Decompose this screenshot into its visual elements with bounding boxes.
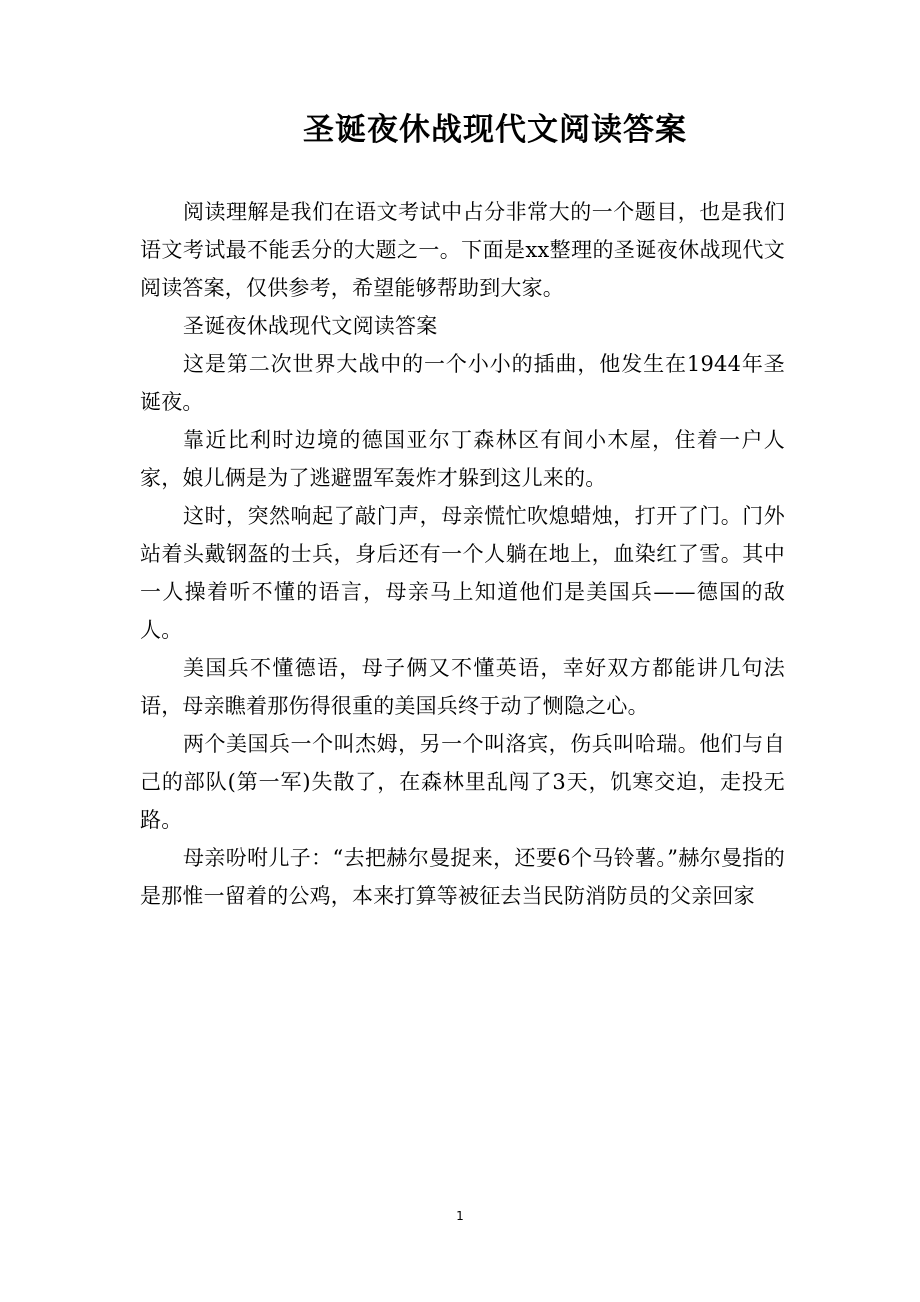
paragraph-language: 美国兵不懂德语，母子俩又不懂英语，幸好双方都能讲几句法语，母亲瞧着那伤得很重的美国兵终于动了恻隐之心。 bbox=[140, 656, 785, 718]
page-number: 1 bbox=[456, 1209, 464, 1223]
paragraph-knock: 这时，突然响起了敲门声，母亲慌忙吹熄蜡烛，打开了门。门外站着头戴钢盔的士兵，身后还有一个人躺在地上，血染红了雪。其中一人操着听不懂的语言，母亲马上知道他们是美国兵——德国的敌人。 bbox=[140, 504, 785, 642]
document-title: 圣诞夜休战现代文阅读答案 bbox=[303, 112, 687, 148]
paragraph-cabin: 靠近比利时边境的德国亚尔丁森林区有间小木屋，住着一户人家，娘儿俩是为了逃避盟军轰炸才躲到这儿来的。 bbox=[140, 428, 785, 490]
paragraph-rooster: 母亲吩咐儿子：“去把赫尔曼捉来，还要6个马铃薯。”赫尔曼指的是那惟一留着的公鸡，本来打算等被征去当民防消防员的父亲回家 bbox=[140, 846, 785, 908]
paragraph-intro: 阅读理解是我们在语文考试中占分非常大的一个题目，也是我们语文考试最不能丢分的大题之一。下面是xx整理的圣诞夜休战现代文阅读答案，仅供参考，希望能够帮助到大家。 bbox=[140, 200, 785, 300]
paragraph-1944: 这是第二次世界大战中的一个小小的插曲，他发生在1944年圣诞夜。 bbox=[140, 352, 785, 414]
paragraph-soldiers: 两个美国兵一个叫杰姆，另一个叫洛宾，伤兵叫哈瑞。他们与自己的部队(第一军)失散了，在森林里乱闯了3天，饥寒交迫，走投无路。 bbox=[140, 732, 785, 832]
paragraph-subtitle: 圣诞夜休战现代文阅读答案 bbox=[183, 314, 438, 338]
document-body bbox=[140, 193, 785, 915]
